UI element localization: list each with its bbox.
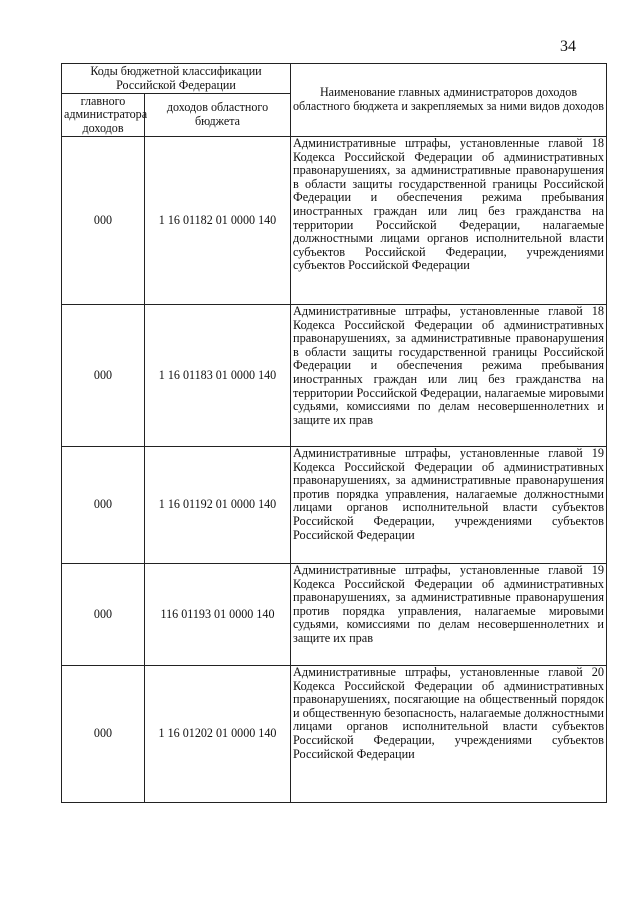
income-name-cell: Административные штрафы, установленные главой 18 Кодекса Российской Федерации об административных правонарушениях, за административные правонарушения в области защиты государственной границы Российской Федерации и обеспечения режима пребывания иностранных граждан или лиц без гражданства на территории Российской Федерации, налагаемые мировыми судьями, комиссиями по делам несовершеннолетних и защите их прав	[291, 305, 607, 447]
table-row	[62, 305, 607, 447]
income-name-cell: Административные штрафы, установленные главой 19 Кодекса Российской Федерации об административных правонарушениях, за административные правонарушения против порядка управления, налагаемые мировыми судьями, комиссиями по делам несовершеннолетних и защите их прав	[291, 564, 607, 666]
admin-code-cell: 000	[62, 305, 145, 447]
page-number: 34	[560, 38, 576, 55]
header-admin-column: главного администратора доходов	[62, 94, 145, 137]
income-code-cell: 116 01193 01 0000 140	[145, 564, 291, 666]
income-name-cell: Административные штрафы, установленные главой 20 Кодекса Российской Федерации об административных правонарушениях, посягающие на общественный порядок и общественную безопасность, налагаемые должностными лицами органов исполнительной власти субъектов Российской Федерации, учреждениями субъектов Российской Федерации	[291, 666, 607, 803]
income-name-cell: Административные штрафы, установленные главой 19 Кодекса Российской Федерации об административных правонарушениях, за административные правонарушения против порядка управления, налагаемые должностными лицами органов исполнительной власти субъектов Российской Федерации, учреждениями субъектов Российской Федерации	[291, 447, 607, 564]
admin-code-cell: 000	[62, 666, 145, 803]
table-row	[62, 447, 607, 564]
income-code-cell: 1 16 01202 01 0000 140	[145, 666, 291, 803]
admin-code-cell: 000	[62, 137, 145, 305]
header-group-title: Коды бюджетной классификации Российской Федерации	[62, 64, 291, 94]
table-row	[62, 564, 607, 666]
header-name-column: Наименование главных администраторов доходов областного бюджета и закрепляемых за ними видов доходов	[291, 64, 607, 137]
table-row	[62, 666, 607, 803]
admin-code-cell: 000	[62, 447, 145, 564]
income-name-cell: Административные штрафы, установленные главой 18 Кодекса Российской Федерации об административных правонарушениях, за административные правонарушения в области защиты государственной границы Российской Федерации и обеспечения режима пребывания иностранных граждан или лиц без гражданства на территории Российской Федерации, налагаемые должностными лицами органов исполнительной власти субъектов Российской Федерации, учреждениями субъектов Российской Федерации	[291, 137, 607, 305]
income-code-cell: 1 16 01182 01 0000 140	[145, 137, 291, 305]
income-code-cell: 1 16 01183 01 0000 140	[145, 305, 291, 447]
income-code-cell: 1 16 01192 01 0000 140	[145, 447, 291, 564]
budget-classification-table	[61, 63, 607, 803]
admin-code-cell: 000	[62, 564, 145, 666]
table-row	[62, 137, 607, 305]
header-income-column: доходов областного бюджета	[145, 94, 291, 137]
